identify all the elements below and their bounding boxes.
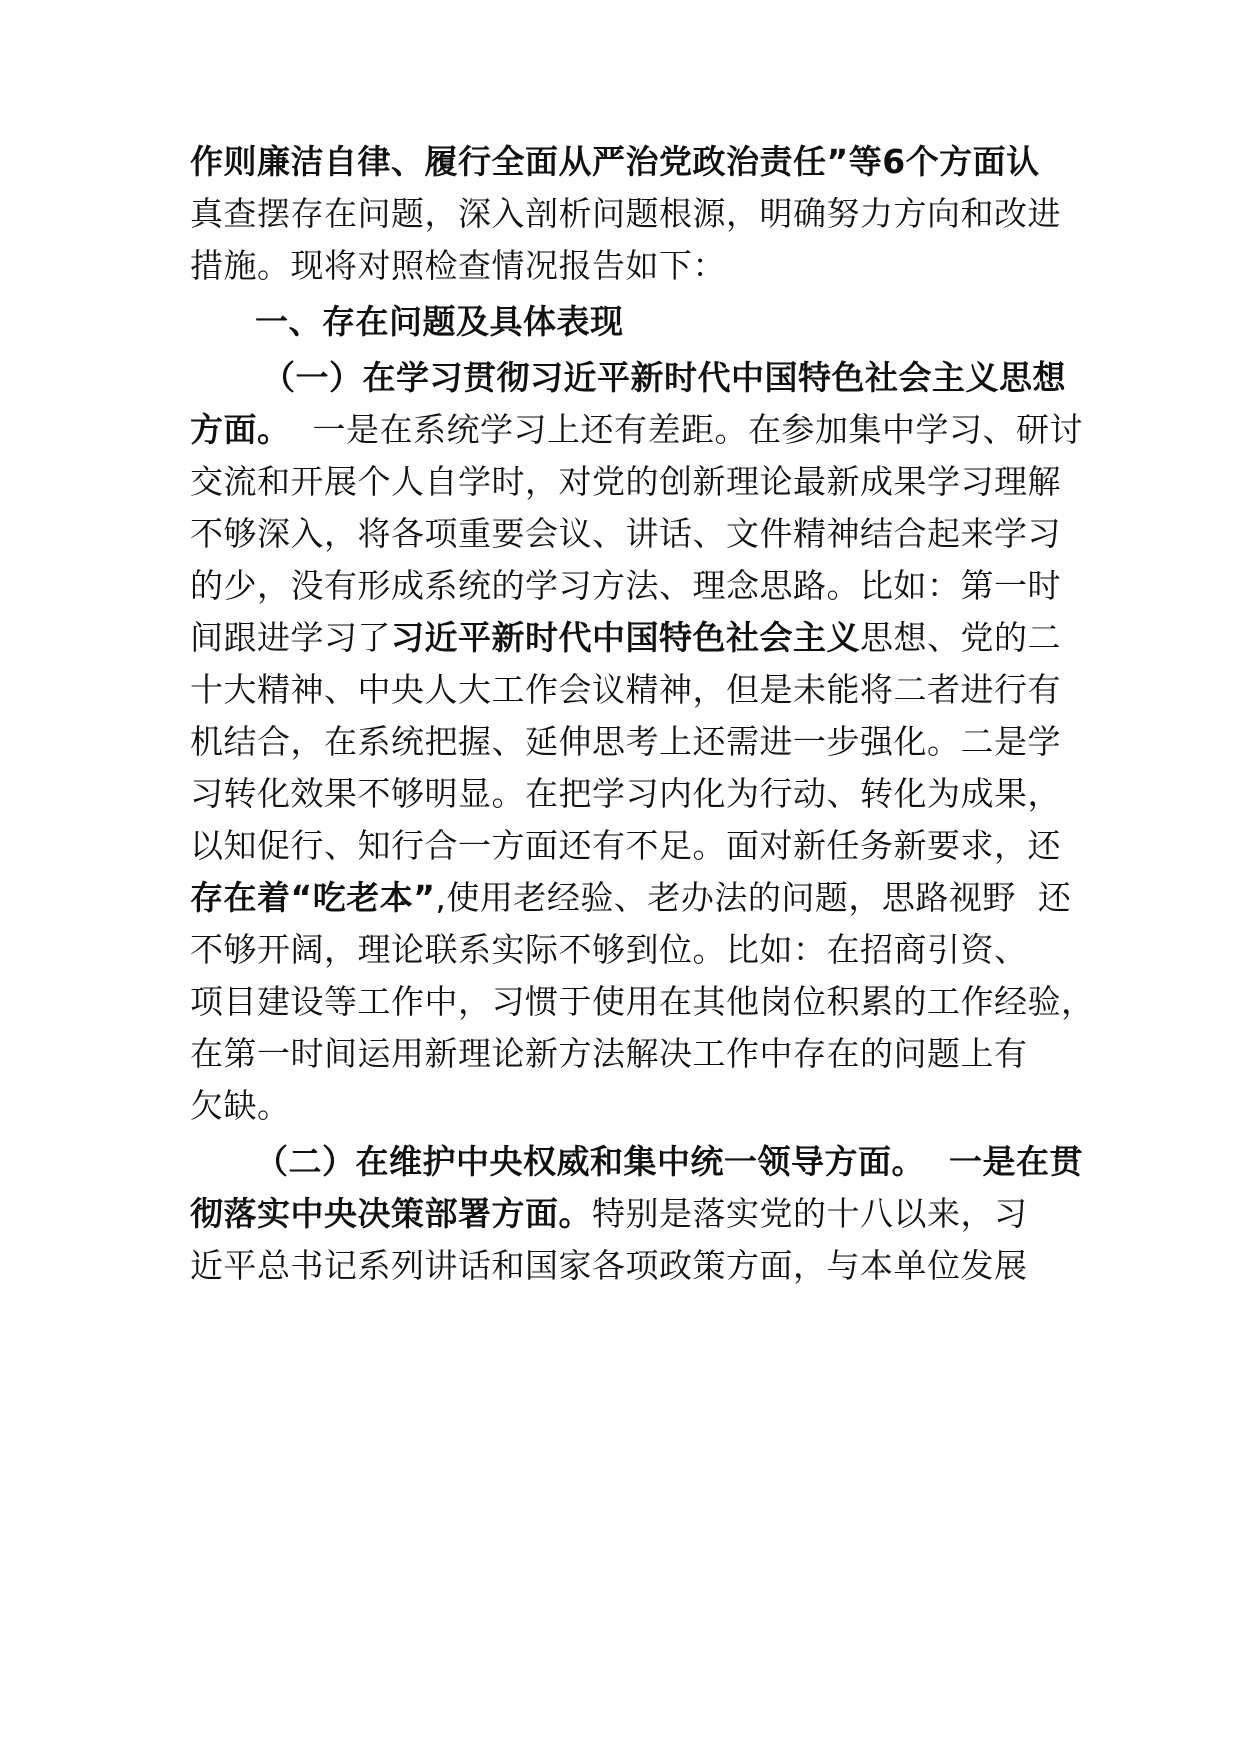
text-line-13 bbox=[190, 772, 1061, 816]
text-span: 不够开阔，理论联系实际不够到位。比如：在招商引资、 bbox=[190, 930, 1028, 969]
text-line-17 bbox=[190, 980, 1095, 1024]
subsection-heading-1 bbox=[262, 356, 1066, 400]
text-span: 一是在系统学习上还有差距。在参加集中学习、研讨 bbox=[312, 410, 1083, 449]
text-span: 交流和开展个人自学时，对党的创新理论最新成果学习理解 bbox=[190, 462, 1061, 501]
text-span: 真查摆存在问题，深入剖析问题根源，明确努力方向和改进 bbox=[190, 194, 1061, 233]
text-span: 近平总书记系列讲话和国家各项政策方面，与本单位发展 bbox=[190, 1246, 1028, 1285]
text-span: 不够深入，将各项重要会议、讲话、文件精神结合起来学习 bbox=[190, 514, 1061, 553]
text-line-16 bbox=[190, 928, 1028, 972]
text-span: 方面。 bbox=[190, 410, 291, 449]
text-span: 习近平新时代中国特色社会主义 bbox=[391, 618, 860, 657]
text-line-14 bbox=[190, 824, 1061, 868]
text-line-11 bbox=[190, 668, 1061, 712]
text-span: ,使用老经验、老办法的问题，思路视野 还 bbox=[435, 878, 1072, 917]
text-line-2 bbox=[190, 192, 1061, 236]
text-line-18 bbox=[190, 1032, 1028, 1076]
text-line-1 bbox=[190, 140, 1040, 184]
text-line-7 bbox=[190, 460, 1061, 504]
text-span: 间跟进学习了 bbox=[190, 618, 391, 657]
text-span: 存在着“吃老本” bbox=[190, 878, 436, 917]
text-span: （二）在维护中央权威和集中统一领导方面。 一是在贯 bbox=[255, 1142, 1083, 1181]
subsection-heading-2 bbox=[255, 1140, 1083, 1184]
text-span: 在第一时间运用新理论新方法解决工作中存在的问题上有 bbox=[190, 1034, 1028, 1073]
text-line-10 bbox=[190, 616, 1061, 660]
text-span: 习转化效果不够明显。在把学习内化为行动、转化为成果， bbox=[190, 774, 1061, 813]
text-span: 作则廉洁自律、履行全面从严治党政治责任”等6个方面认 bbox=[190, 142, 1040, 181]
text-span: 以知促行、知行合一方面还有不足。面对新任务新要求，还 bbox=[190, 826, 1061, 865]
text-span: 的少，没有形成系统的学习方法、理念思路。比如：第一时 bbox=[190, 566, 1061, 605]
text-span: （一）在学习贯彻习近平新时代中国特色社会主义思想 bbox=[262, 358, 1066, 397]
text-line-6 bbox=[190, 408, 1083, 452]
text-span: 彻落实中央决策部署方面。 bbox=[190, 1194, 592, 1233]
text-span: 思想、党的二 bbox=[860, 618, 1061, 657]
text-line-22 bbox=[190, 1244, 1028, 1288]
section-heading bbox=[255, 300, 624, 344]
text-line-15 bbox=[190, 876, 1071, 920]
text-span: 十大精神、中央人大工作会议精神，但是未能将二者进行有 bbox=[190, 670, 1061, 709]
text-span: 特别是落实党的十八以来，习 bbox=[592, 1194, 1028, 1233]
text-line-19 bbox=[190, 1084, 291, 1128]
text-span: 措施。现将对照检查情况报告如下： bbox=[190, 246, 726, 285]
text-line-8 bbox=[190, 512, 1061, 556]
text-line-3 bbox=[190, 244, 726, 288]
text-span: 机结合，在系统把握、延伸思考上还需进一步强化。二是学 bbox=[190, 722, 1061, 761]
text-line-12 bbox=[190, 720, 1061, 764]
text-line-9 bbox=[190, 564, 1061, 608]
text-line-21 bbox=[190, 1192, 1028, 1236]
text-span: 一、存在问题及具体表现 bbox=[255, 302, 624, 341]
text-span: 欠缺。 bbox=[190, 1086, 291, 1125]
text-span: 项目建设等工作中，习惯于使用在其他岗位积累的工作经验， bbox=[190, 982, 1095, 1021]
